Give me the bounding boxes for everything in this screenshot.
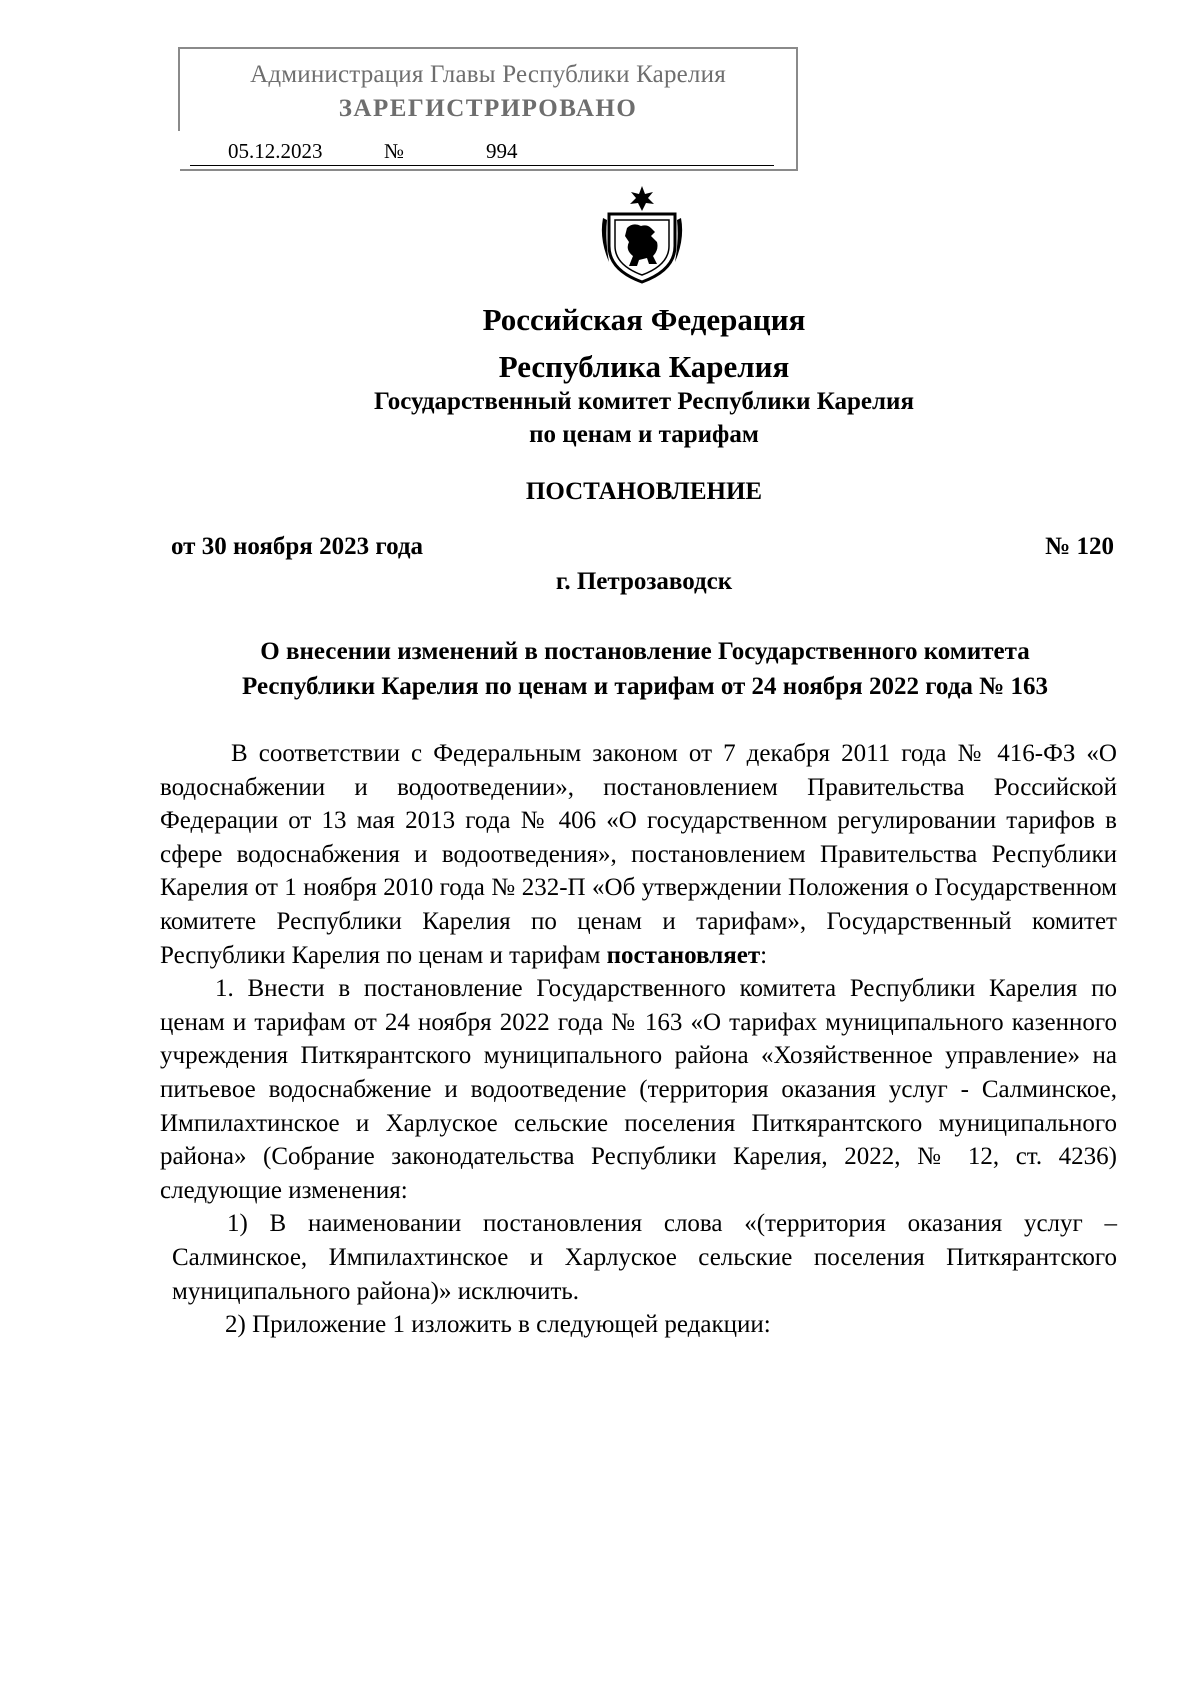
preamble-text: В соответствии с Федеральным законом от 7 декабря 2011 года № 416-ФЗ «О водоснабжении и водоотведении», постановлением Правительства Российской Федерации от 13 мая 2013 года № 406 «О государственном регулировании тарифов в сфере водоснабжения и водоотведения», постановлением Правительства Республики Карелия от 1 ноября 2010 года № 232-П «Об утверждении Положения о Государственном комитете Республики Карелия по ценам и тарифам», Государственный комитет Республики Карелия по ценам и тарифам	[160, 740, 1117, 969]
subitem-1-paragraph: 1) В наименовании постановления слова «(территория оказания услуг – Салминское, Импилахтинское и Харлуское сельские поселения Питкярантского муниципального района)» исключить.	[172, 1210, 1117, 1305]
subitem-2-paragraph: 2) Приложение 1 изложить в следующей редакции:	[225, 1311, 771, 1339]
preamble-end: :	[760, 941, 768, 969]
preamble-paragraph	[160, 737, 1117, 972]
stamp-underline	[190, 165, 774, 166]
committee-title-line1: Государственный комитет Республики Карелия	[374, 388, 914, 415]
document-number: № 120	[1045, 533, 1114, 560]
item-1-paragraph: 1. Внести в постановление Государственного комитета Республики Карелия по ценам и тарифам от 24 ноября 2022 года № 163 «О тарифах муниципального казенного учреждения Питкярантского муниципального района «Хозяйственное управление» на питьевое водоснабжение и водоотведение (территория оказания услуг - Салминское, Импилахтинское и Харлуское сельские поселения Питкярантского муниципального района» (Собрание законодательства Республики Карелия, 2022, № 12, ст. 4236) следующие изменения:	[160, 975, 1117, 1204]
resolves-word: постановляет	[606, 941, 761, 969]
registration-stamp	[178, 47, 798, 171]
document-subject	[160, 634, 1130, 704]
country-title: Российская Федерация	[482, 302, 806, 337]
subject-line1: О внесении изменений в постановление Государственного комитета	[260, 638, 1030, 665]
coat-of-arms-icon	[597, 184, 687, 284]
stamp-status: ЗАРЕГИСТРИРОВАНО	[338, 95, 638, 122]
stamp-date: 05.12.2023	[228, 139, 323, 163]
document-city: г. Петрозаводск	[555, 568, 733, 595]
stamp-organization: Администрация Главы Республики Карелия	[250, 61, 726, 88]
republic-title: Республика Карелия	[498, 349, 790, 384]
stamp-number-sign: №	[384, 139, 405, 163]
document-body	[160, 737, 1117, 1342]
document-date: от 30 ноября 2023 года	[171, 533, 423, 560]
document-type: ПОСТАНОВЛЕНИЕ	[525, 478, 763, 505]
stamp-number: 994	[486, 139, 518, 163]
subject-line2: Республики Карелия по ценам и тарифам от 24 ноября 2022 года № 163	[242, 673, 1048, 700]
committee-title-line2: по ценам и тарифам	[529, 421, 759, 448]
stamp-registration-line	[186, 139, 774, 169]
